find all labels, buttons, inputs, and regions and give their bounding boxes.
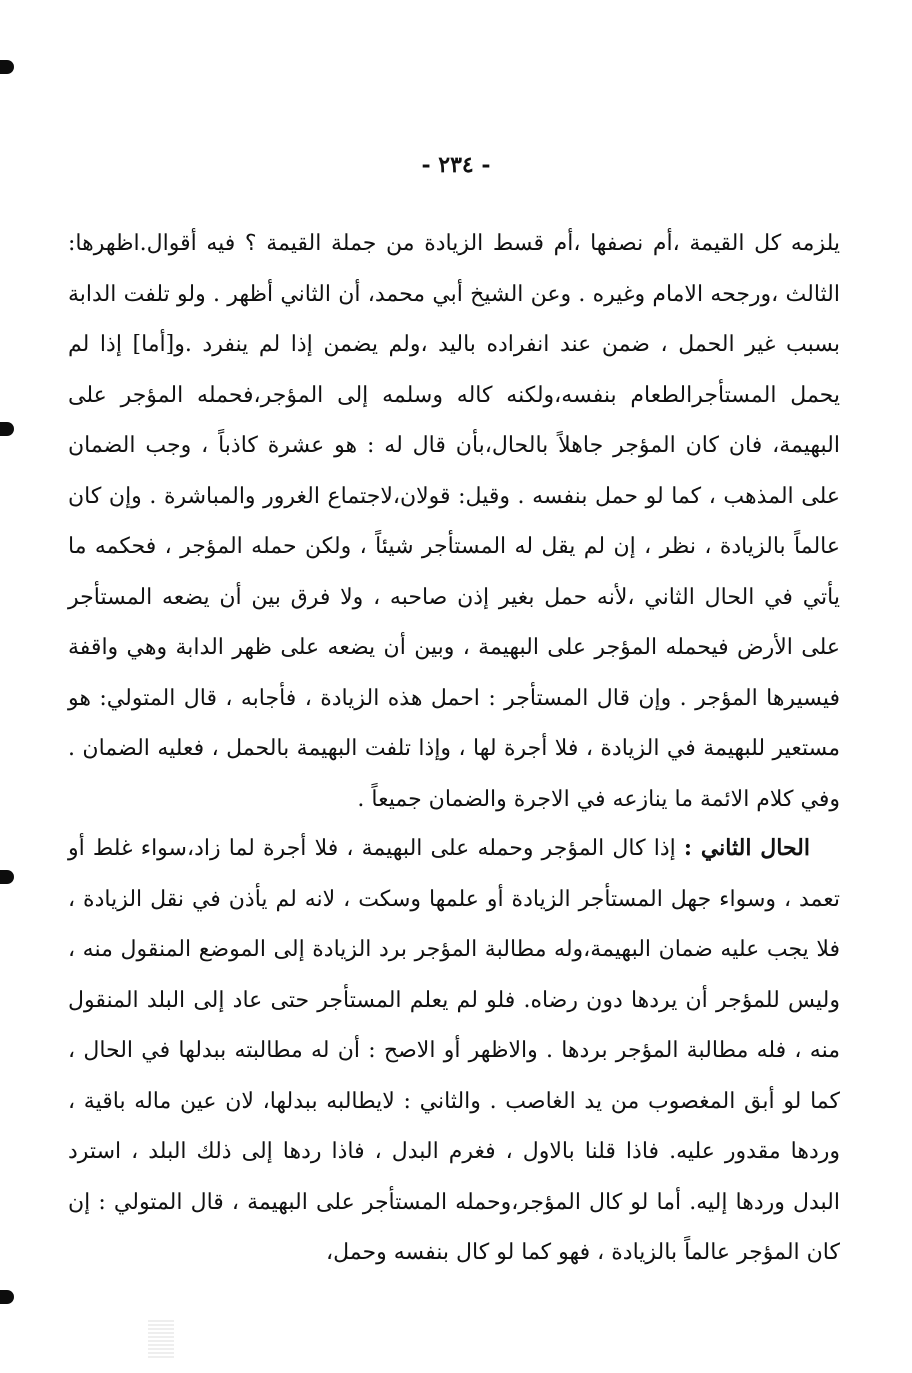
scan-edge-mark xyxy=(0,870,14,884)
paragraph xyxy=(68,218,840,825)
scan-edge-mark xyxy=(0,60,14,74)
paragraph-text: إذا كال المؤجر وحمله على البهيمة ، فلا أجرة لما زاد،سواء غلط أو تعمد ، وسواء جهل المستأجر الزيادة أو علمها وسكت ، لانه لم يأذن في نقل الزيادة ، فلا يجب عليه ضمان البهيمة،وله مطالبة المؤجر برد الزيادة إلى الموضع المنقول منه ، وليس للمؤجر أن يردها دون رضاه. فلو لم يعلم المستأجر حتى عاد إلى البلد المنقول منه ، فله مطالبة المؤجر بردها . والاظهر أو الاصح : أن له مطالبته ببدلها في الحال ، كما لو أبق المغصوب من يد الغاصب . والثاني : لايطالبه ببدلها، لان عين ماله باقية ، وردها مقدور عليه. فاذا قلنا بالاول ، فغرم البدل ، فاذا ردها إلى ذلك البلد ، استرد البدل وردها إليه. أما لو كال المؤجر،وحمله المستأجر على البهيمة ، قال المتولي : إن كان المؤجر عالماً بالزيادة ، فهو كما لو كال بنفسه وحمل، xyxy=(68,836,840,1265)
paragraph-text: يلزمه كل القيمة ،أم نصفها ،أم قسط الزيادة من جملة القيمة ؟ فيه أقوال.اظهرها: الثالث ،ورجحه الامام وغيره . وعن الشيخ أبي محمد، أن الثاني أظهر . ولو تلفت الدابة بسبب غير الحمل ، ضمن عند انفراده باليد ،ولم يضمن إذا لم ينفرد .و[أما] إذا لم يحمل المستأجرالطعام بنفسه،ولكنه كاله وسلمه إلى المؤجر،فحمله المؤجر على البهيمة، فان كان المؤجر جاهلاً بالحال،بأن قال له : هو عشرة كاذباً ، وجب الضمان على المذهب ، كما لو حمل بنفسه . وقيل: قولان،لاجتماع الغرور والمباشرة . وإن كان عالماً بالزيادة ، نظر ، إن لم يقل له المستأجر شيئاً ، ولكن حمله المؤجر ، فحكمه ما يأتي في الحال الثاني ،لأنه حمل بغير إذن صاحبه ، ولا فرق بين أن يضعه المستأجر على الأرض فيحمله المؤجر على البهيمة ، وبين أن يضعه على ظهر الدابة وهي واقفة فيسيرها المؤجر . وإن قال المستأجر : احمل هذه الزيادة ، فأجابه ، قال المتولي: هو مستعير للبهيمة في الزيادة ، فلا أجرة لها ، وإذا تلفت البهيمة بالحمل ، فعليه الضمان . وفي كلام الائمة ما ينازعه في الاجرة والضمان جميعاً . xyxy=(68,231,840,812)
scan-edge-mark xyxy=(0,1290,14,1304)
paragraph-lead: الحال الثاني : xyxy=(683,835,810,861)
paragraph xyxy=(68,823,840,1279)
page-number: - ٢٣٤ - xyxy=(421,152,491,178)
scan-smudge xyxy=(148,1318,174,1358)
scan-edge-mark xyxy=(0,422,14,436)
